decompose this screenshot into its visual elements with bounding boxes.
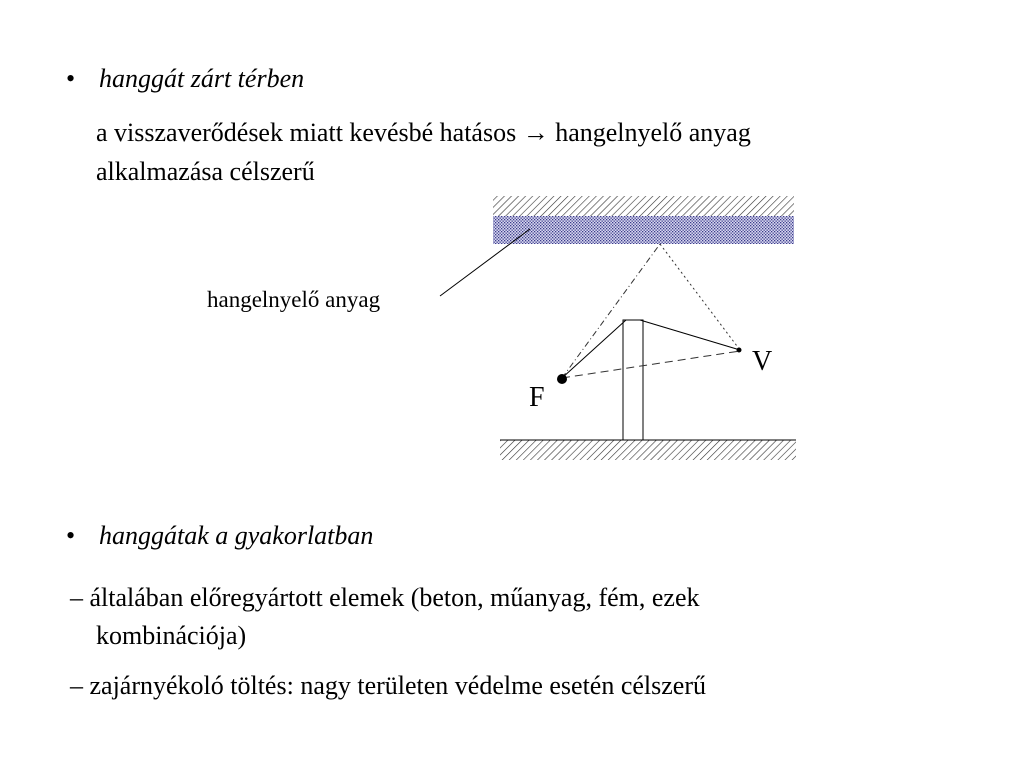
receiver-label: V xyxy=(752,346,773,377)
barrier-wall xyxy=(623,320,643,440)
ray-barrier-top-to-receiver xyxy=(640,320,740,350)
heading-practice: hanggátak a gyakorlatban xyxy=(99,521,374,550)
arrow-icon: → xyxy=(522,118,549,147)
ceiling-hatch xyxy=(493,196,794,216)
item-embankment: – zajárnyékoló töltés: nagy területen védelme esetén célszerű xyxy=(70,671,706,700)
source-point xyxy=(557,374,567,384)
heading-closed-space: hanggát zárt térben xyxy=(99,64,305,93)
ray-direct xyxy=(562,351,740,378)
absorber-layer xyxy=(493,216,794,244)
absorber-label: hangelnyelő anyag xyxy=(207,287,381,312)
item-prefabricated-line2: kombinációja) xyxy=(96,621,247,650)
paragraph-text-after-arrow: hangelnyelő anyag xyxy=(548,118,751,147)
source-label: F xyxy=(529,382,545,413)
paragraph-reflection-line2: alkalmazása célszerű xyxy=(96,157,315,186)
ray-ceiling-to-receiver xyxy=(660,244,740,350)
ray-source-to-ceiling xyxy=(562,244,660,378)
receiver-point xyxy=(737,348,742,353)
item-prefabricated-line1: – általában előregyártott elemek (beton, műanyag, fém, ezek xyxy=(70,583,700,612)
bullet-2: • xyxy=(66,521,76,550)
bullet-1: • xyxy=(66,64,76,93)
floor-hatch xyxy=(500,440,796,460)
paragraph-text-before-arrow: a visszaverődések miatt kevésbé hatásos xyxy=(96,118,523,147)
label-pointer-line xyxy=(440,229,530,296)
